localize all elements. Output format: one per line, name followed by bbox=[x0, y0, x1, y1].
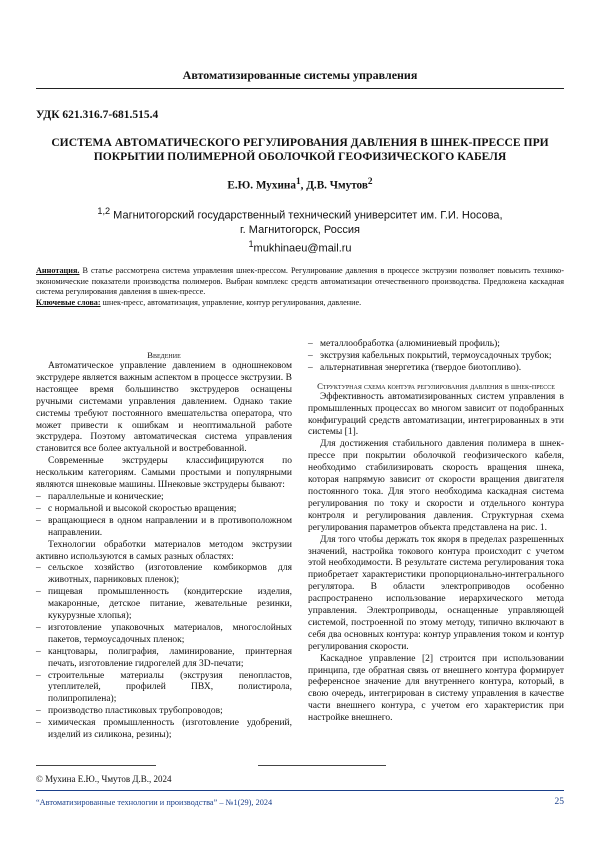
affiliation-line-1: Магнитогорский государственный технический университет им. Г.И. Носова, bbox=[110, 209, 503, 222]
author-2-sup: 2 bbox=[367, 177, 373, 187]
list-item: – альтернативная энергетика (твердое биотопливо). bbox=[308, 363, 564, 375]
udk-code: УДК 621.316.7-681.515.4 bbox=[36, 109, 159, 121]
list-item: – экструзия кабельных покрытий, термоусадочных трубок; bbox=[308, 351, 564, 363]
list-item: – строительные материалы (экструзия пенопластов, утеплителей, профилей ПВХ, полистирола, полипропилена); bbox=[36, 671, 292, 707]
list-item: – с нормальной и высокой скоростью вращения; bbox=[36, 504, 292, 516]
paragraph: Эффективность автоматизированных систем управления в промышленных процессах во многом зависит от подобранных конфигураций средств автоматизации, интегрированных в эти системы [1]. bbox=[308, 391, 564, 438]
keywords-text: шнек-пресс, автоматизация, управление, контур регулирования, давление. bbox=[100, 298, 362, 307]
journal-name: “Автоматизированные технологии и производства” – №1(29), 2024 bbox=[36, 798, 273, 807]
left-column bbox=[36, 350, 292, 742]
list-item: – параллельные и конические; bbox=[36, 492, 292, 504]
section-heading-structure: Структурная схема контура регулирования давления в шнек-прессе bbox=[317, 380, 555, 391]
paper-title: СИСТЕМА АВТОМАТИЧЕСКОГО РЕГУЛИРОВАНИЯ ДАВЛЕНИЯ В ШНЕК-ПРЕССЕ ПРИ ПОКРЫТИИ ПОЛИМЕРНОЙ ОБОЛОЧКОЙ ГЕОФИЗИЧЕСКОГО КАБЕЛЯ bbox=[51, 136, 549, 163]
keywords-label: Ключевые слова: bbox=[36, 298, 101, 307]
email-link[interactable]: mukhinaeu@mail.ru bbox=[253, 242, 352, 255]
paragraph: Для достижения стабильного давления полимера в шнек-прессе при покрытии оболочкой геофизического кабеля, необходимо стабилизировать скорость вращения шнека, которая напрямую зависит от скорости вращения двигателя постоянного тока. Для этого необходима каскадная система регулирования по току и скорости и отдельного контура контроля и регулирования давления. Структурная схема регулирования параметров объекта представлена на рис. 1. bbox=[308, 439, 564, 533]
list-item: – сельское хозяйство (изготовление комбикормов для животных, парниковых пленок); bbox=[36, 563, 292, 587]
paragraph: Для того чтобы держать ток якоря в пределах разрешенных значений, настройка токового контура происходит с учетом этой необходимости. В результате система регулирования тока приобретает характеристики пропорционально-интегрального регулятора. В области электроприводов особенно распространено использование иерархического метода управления. Электроприводы, оснащенные управляющей системой, построенной по этому методу, типично включают в себя два основных контура: контур управления током и контур регулирования скорости. bbox=[308, 534, 564, 652]
list-item: – производство пластиковых трубопроводов; bbox=[36, 706, 292, 718]
footer-rule bbox=[36, 790, 564, 791]
affiliation-sup: 1,2 bbox=[97, 206, 111, 216]
running-header: Автоматизированные системы управления bbox=[182, 68, 418, 82]
header-rule bbox=[36, 88, 564, 89]
abstract-label: Аннотация. bbox=[36, 266, 80, 275]
authors bbox=[0, 177, 600, 192]
list-item: – пищевая промышленность (кондитерские изделия, макаронные, детское питание, жевательные резинки, кукурузные хлопья); bbox=[36, 587, 292, 623]
footnote-rule bbox=[36, 765, 156, 766]
column-end-rule bbox=[258, 765, 386, 766]
list-item: – химическая промышленность (изготовление удобрений, изделий из силикона, резины); bbox=[36, 718, 292, 742]
paragraph: Технологии обработки материалов методом экструзии активно используются в самых разных областях: bbox=[36, 539, 292, 562]
copyright-footnote: © Мухина Е.Ю., Чмутов Д.В., 2024 bbox=[36, 774, 172, 784]
paragraph: Современные экструдеры классифицируются по нескольким категориям. Самыми простыми и популярными являются шнековые машины. Шнековые экструдеры бывают: bbox=[36, 456, 292, 491]
page-number: 25 bbox=[554, 797, 564, 807]
keywords bbox=[36, 298, 564, 309]
affiliation-line-2: г. Магнитогорск, Россия bbox=[240, 223, 360, 236]
right-column bbox=[308, 339, 564, 725]
email-sup: 1 bbox=[248, 238, 254, 249]
author-1-sup: 1 bbox=[295, 177, 301, 187]
abstract bbox=[36, 266, 564, 298]
paragraph: Каскадное управление [2] строится при использовании принципа, где обратная связь от внешнего контура формирует референсное значение для внутреннего контура, который, в свою очередь, интегрирован в систему управления в качестве части внешнего контура, с учетом его характеристик при настройке внешнего. bbox=[308, 653, 564, 724]
paragraph: Автоматическое управление давлением в одношнековом экструдере является важным аспектом в процессе экструзии. В настоящее время большинство экструдеров оснащены ручными системами управления давлением. Однако такие системы требуют постоянного вмешательства оператора, что может привести к ошибкам и неоптимальной работе экструдера. Поэтому автоматическая система управления становится все более актуальной и востребованной. bbox=[36, 361, 292, 455]
abstract-text: В статье рассмотрена система управления шнек-прессом. Регулирование давления в процессе экструзии позволяет повысить технико-экономические показатели производства полимеров. Выбран комплекс средств автоматизации отечественного производства. Предложена каскадная система регулирования давления в шнек-прессе. bbox=[36, 266, 564, 296]
list-item: – вращающиеся в одном направлении и в противоположном направлении. bbox=[36, 516, 292, 540]
section-heading-intro: Введение bbox=[147, 350, 181, 360]
affiliation bbox=[60, 204, 540, 255]
author-2: Д.В. Чмутов bbox=[306, 179, 368, 192]
author-sep: , bbox=[300, 179, 307, 192]
list-item: – металлообработка (алюминиевый профиль); bbox=[308, 339, 564, 351]
list-item: – канцтовары, полиграфия, ламинирование, принтерная печать, изготовление гидрогелей для 3D-печати; bbox=[36, 647, 292, 671]
list-item: – изготовление упаковочных материалов, многослойных пакетов, термоусадочных пленок; bbox=[36, 623, 292, 647]
author-1: Е.Ю. Мухина bbox=[227, 179, 296, 192]
